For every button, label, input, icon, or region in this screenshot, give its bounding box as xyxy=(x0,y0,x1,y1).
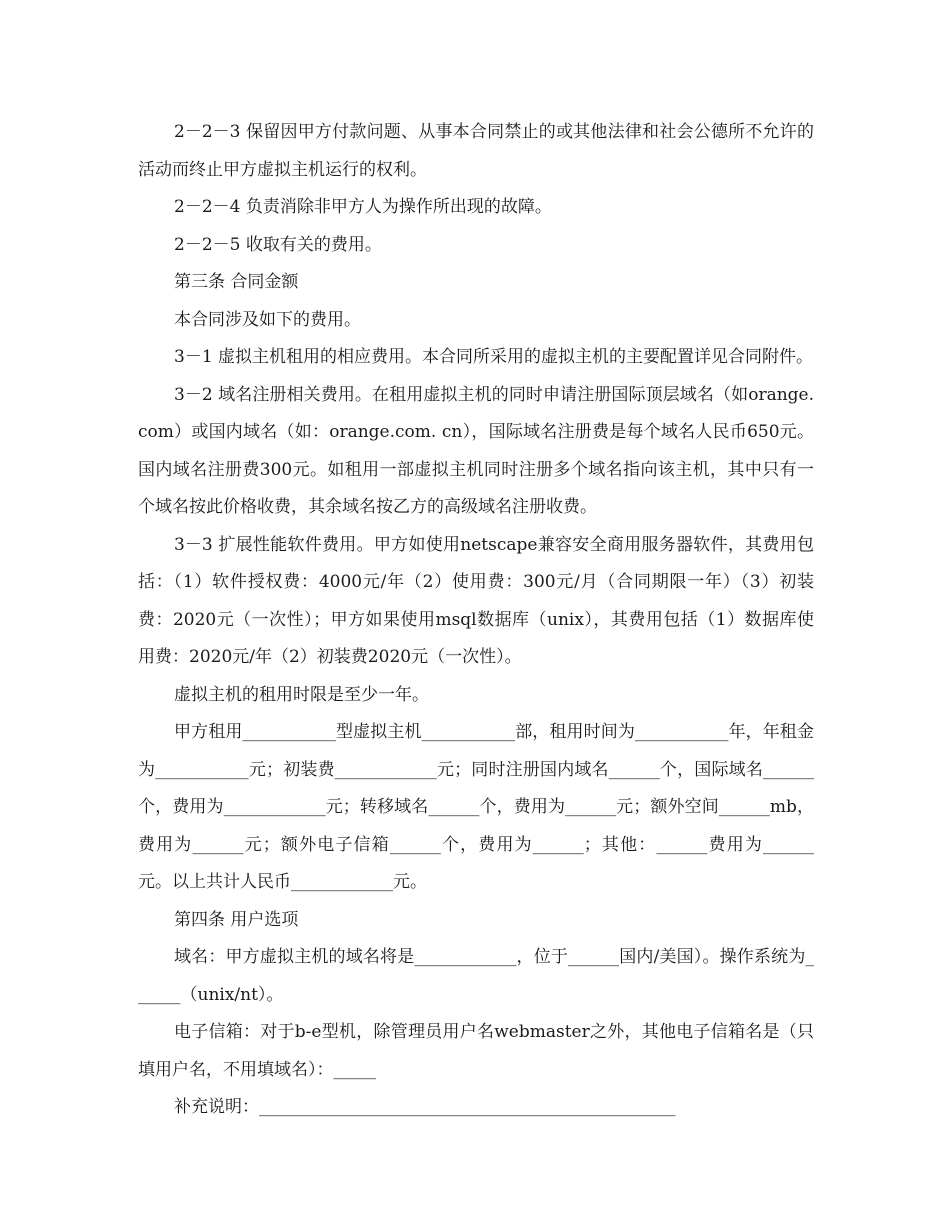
article-3-heading: 第三条 合同金额 xyxy=(174,272,299,292)
article-3-intro: 本合同涉及如下的费用。 xyxy=(174,309,361,330)
rental-fill-in-paragraph: 甲方租用___________型虚拟主机___________部，租用时间为___________年，年租金为___________元；初装费____________元；同时注册国内域名______个，国际域名______个，费用为____________元；转移域名______个，费用为______元；额外空间______mb，费用为______元；额外电子信箱______个，费用为______；其他：______费用为______元。以上共计人民币____________元。 xyxy=(138,722,814,892)
clause-2-2-4: 2－2－4 负责消除非甲方人为操作所出现的故障。 xyxy=(174,197,552,217)
article-4-heading: 第四条 用户选项 xyxy=(174,909,299,930)
email-option-paragraph: 电子信箱：对于b-e型机，除管理员用户名webmaster之外，其他电子信箱名是（只填用户名，不用填域名）：_____ xyxy=(138,1022,814,1080)
document-page xyxy=(138,114,814,1127)
clause-3-2: 3－2 域名注册相关费用。在租用虚拟主机的同时申请注册国际顶层域名（如orange.com）或国内域名（如：orange.com. cn），国际域名注册费是每个域名人民币650元。国内域名注册费300元。如租用一部虚拟主机同时注册多个域名指向该主机，其中只有一个域名按此价格收费，其余域名按乙方的高级域名注册收费。 xyxy=(138,384,814,517)
clause-2-2-5: 2－2－5 收取有关的费用。 xyxy=(174,234,382,255)
clause-3-1: 3－1 虚拟主机租用的相应费用。本合同所采用的虚拟主机的主要配置详见合同附件。 xyxy=(174,347,814,367)
clause-2-2-3: 2－2－3 保留因甲方付款问题、从事本合同禁止的或其他法律和社会公德所不允许的活动而终止甲方虚拟主机运行的权利。 xyxy=(138,122,814,180)
rental-term-note: 虚拟主机的租用时限是至少一年。 xyxy=(174,684,429,705)
supplementary-note: 补充说明：_________________________________________________ xyxy=(174,1097,676,1117)
clause-3-3: 3－3 扩展性能软件费用。甲方如使用netscape兼容安全商用服务器软件，其费用包括：（1）软件授权费：4000元/年（2）使用费：300元/月（合同期限一年）（3）初装费：2020元（一次性）；甲方如果使用msql数据库（unix），其费用包括（1）数据库使用费：2020元/年（2）初装费2020元（一次性）。 xyxy=(138,534,814,667)
domain-option-paragraph: 域名：甲方虚拟主机的域名将是____________，位于______国内/美国）。操作系统为______（unix/nt）。 xyxy=(138,947,814,1005)
